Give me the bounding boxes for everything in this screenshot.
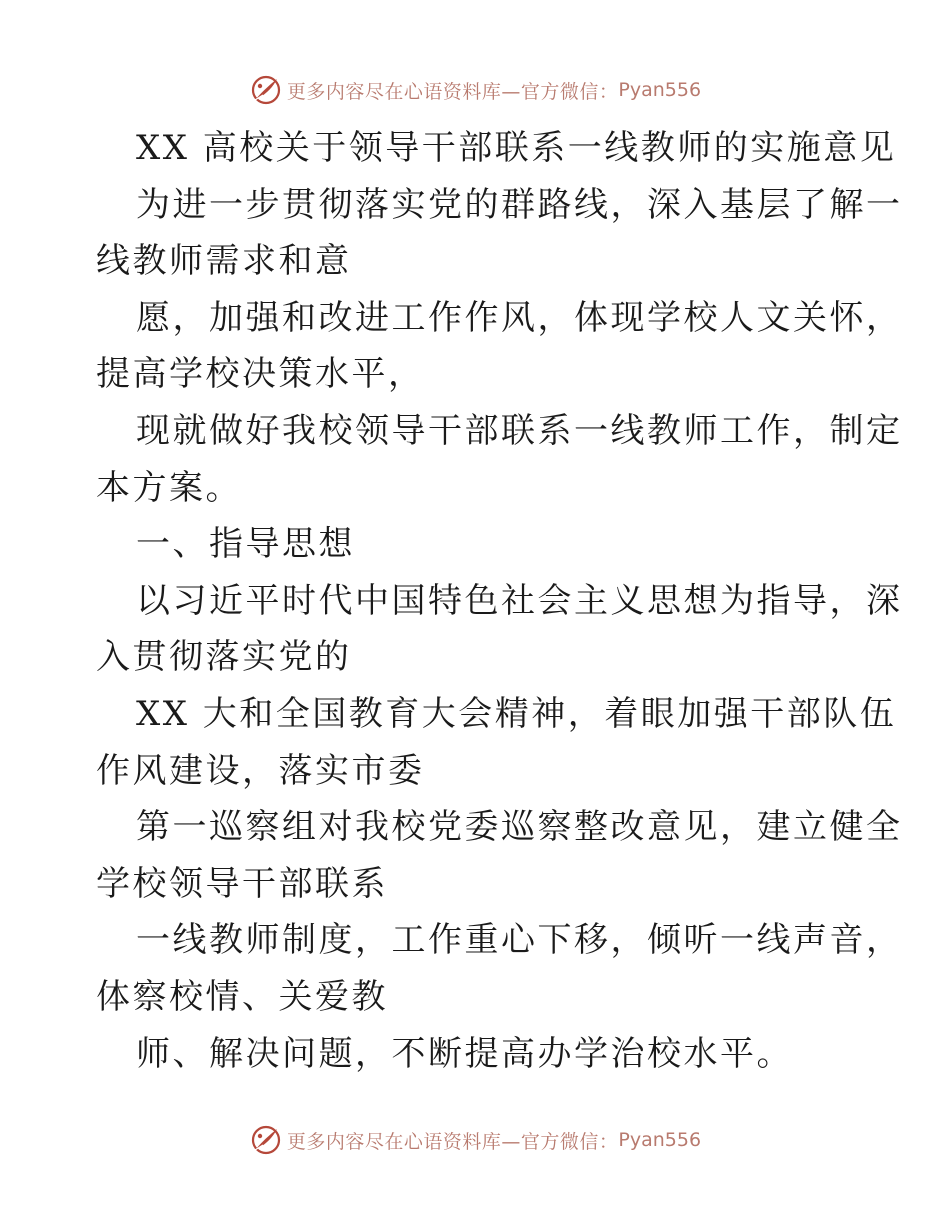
quill-pen-logo-icon bbox=[249, 73, 283, 107]
footer-watermark bbox=[0, 1120, 950, 1160]
paragraph-line: 第一巡察组对我校党委巡察整改意见，建立健全 bbox=[136, 807, 903, 848]
document-title: XX 高校关于领导干部联系一线教师的实施意见 bbox=[136, 128, 897, 168]
paragraph-line: 为进一步贯彻落实党的群路线，深入基层了解一 bbox=[136, 184, 903, 225]
paragraph-line: 线教师需求和意 bbox=[96, 241, 352, 282]
paragraph-line: 现就做好我校领导干部联系一线教师工作，制定 bbox=[136, 410, 903, 451]
header-watermark bbox=[0, 70, 950, 110]
paragraph-line: 本方案。 bbox=[96, 467, 242, 508]
paragraph-line: 学校领导干部联系 bbox=[96, 863, 388, 904]
paragraph-line: 体察校情、关爱教 bbox=[96, 976, 388, 1017]
paragraph-line: 入贯彻落实党的 bbox=[96, 637, 352, 678]
section-heading: 一、指导思想 bbox=[136, 524, 355, 565]
document-body bbox=[96, 120, 903, 1082]
paragraph-line: 一线教师制度，工作重心下移，倾听一线声音， bbox=[136, 920, 903, 961]
paragraph-line: XX 大和全国教育大会精神，着眼加强干部队伍 bbox=[136, 693, 897, 734]
paragraph-line: 愿，加强和改进工作作风，体现学校人文关怀， bbox=[136, 297, 903, 338]
watermark-wechat-id: Pyan556 bbox=[618, 79, 702, 101]
paragraph-line: 作风建设，落实市委 bbox=[96, 750, 425, 791]
watermark-wechat-id: Pyan556 bbox=[618, 1129, 702, 1151]
watermark-text: 更多内容尽在心语资料库—官方微信： bbox=[286, 80, 619, 103]
paragraph-line: 提高学校决策水平， bbox=[96, 354, 425, 395]
paragraph-line: 师、解决问题，不断提高办学治校水平。 bbox=[136, 1033, 793, 1074]
quill-pen-logo-icon bbox=[249, 1123, 283, 1157]
paragraph-line: 以习近平时代中国特色社会主义思想为指导，深 bbox=[136, 580, 903, 621]
watermark-text: 更多内容尽在心语资料库—官方微信： bbox=[286, 1130, 619, 1153]
